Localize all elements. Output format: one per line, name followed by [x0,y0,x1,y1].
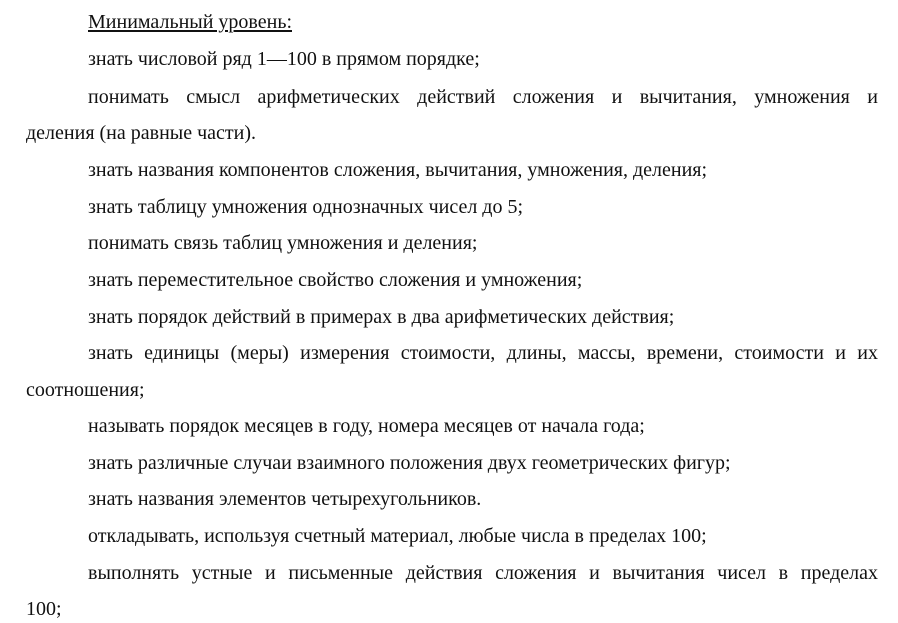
text-line: называть порядок месяцев в году, номера месяцев от начала года; [88,415,645,437]
text-line: понимать связь таблиц умножения и деления; [88,232,478,254]
text-line: 100; [26,598,62,620]
text-line: знать переместительное свойство сложения и умножения; [88,269,583,291]
text-line: знать названия компонентов сложения, вычитания, умножения, деления; [88,159,708,181]
text-line: выполнять устные и письменные действия сложения и вычитания чисел в пределах [88,562,878,584]
text-line: знать порядок действий в примерах в два арифметических действия; [88,306,675,328]
text-line: знать таблицу умножения однозначных чисел до 5; [88,196,524,218]
text-line: знать названия элементов четырехугольников. [88,488,482,510]
text-line: знать числовой ряд 1—100 в прямом порядке; [88,48,480,70]
text-line: знать единицы (меры) измерения стоимости, длины, массы, времени, стоимости и их [88,342,878,364]
text-line: соотношения; [26,379,145,401]
section-heading: Минимальный уровень: [88,11,292,33]
text-line: знать различные случаи взаимного положения двух геометрических фигур; [88,452,731,474]
text-line: понимать смысл арифметических действий сложения и вычитания, умножения и [88,86,878,108]
text-line: деления (на равные части). [26,122,257,144]
text-line: откладывать, используя счетный материал, любые числа в пределах 100; [88,525,707,547]
